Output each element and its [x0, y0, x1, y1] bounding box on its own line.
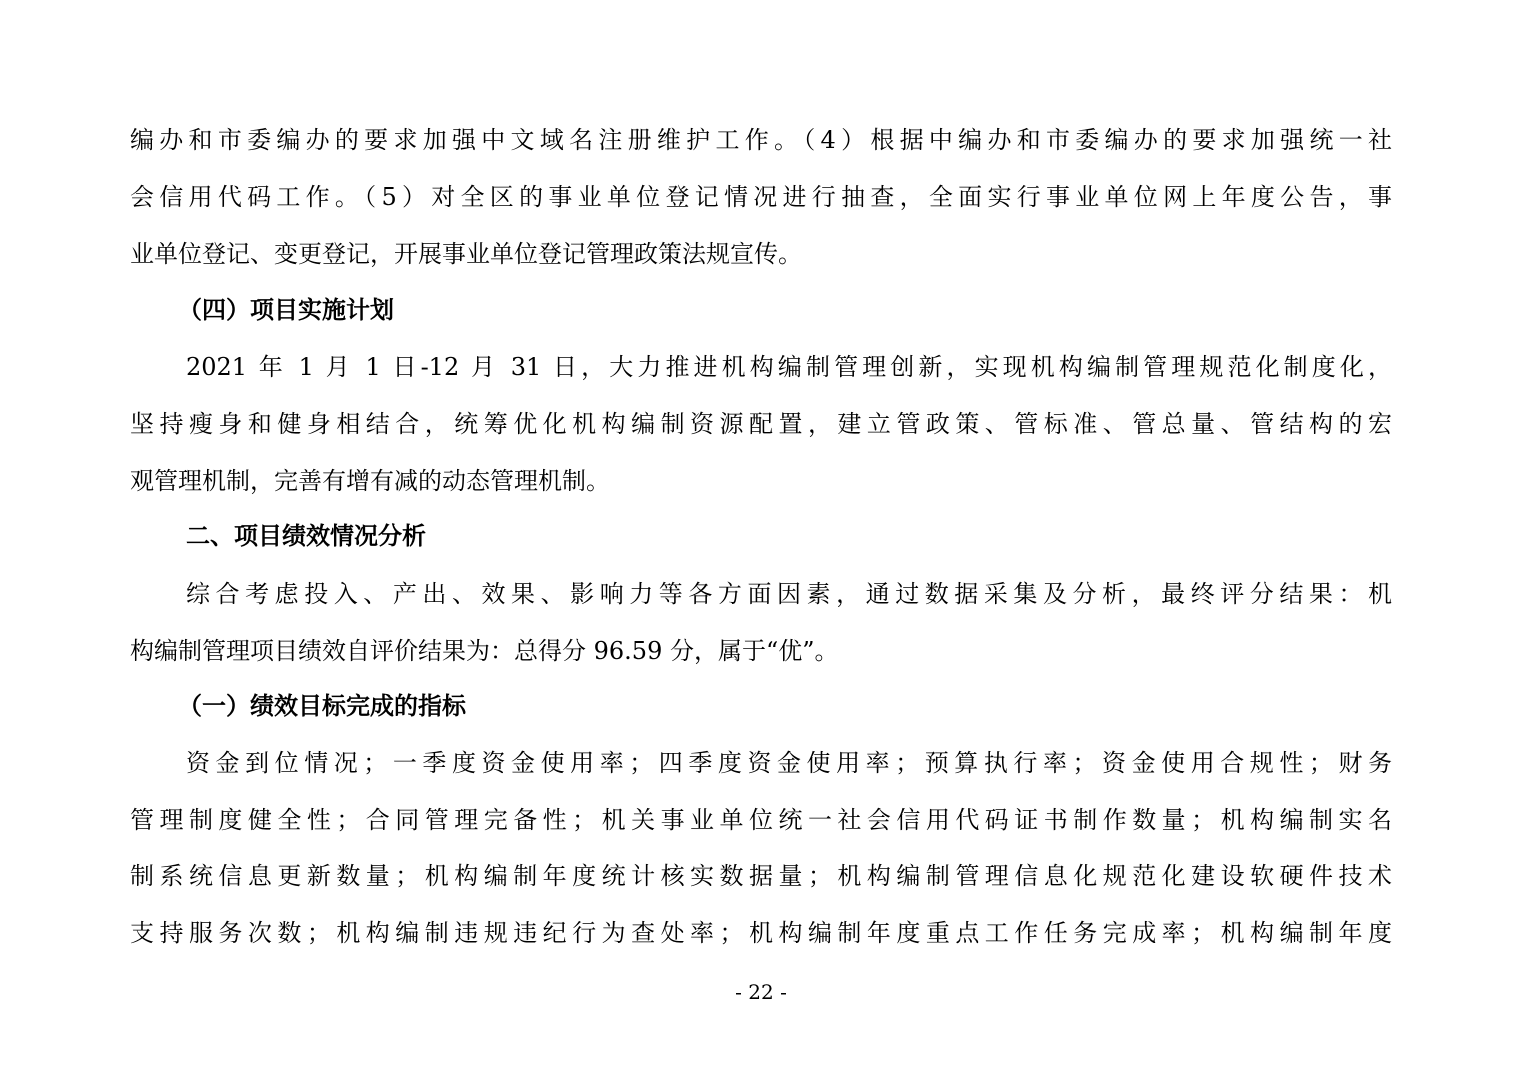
body-line: 制系统信息更新数量；机构编制年度统计核实数据量；机构编制管理信息化规范化建设软硬件技术 [130, 862, 1392, 890]
chapter-heading: 二、项目绩效情况分析 [186, 522, 426, 550]
body-line: 构编制管理项目绩效自评价结果为：总得分 96.59 分，属于“优”。 [130, 637, 839, 665]
body-line: 会信用代码工作。（5）对全区的事业单位登记情况进行抽查，全面实行事业单位网上年度公告，事 [130, 183, 1392, 211]
body-line: 坚持瘦身和健身相结合，统筹优化机构编制资源配置，建立管政策、管标准、管总量、管结构的宏 [130, 410, 1392, 438]
section-heading: （一）绩效目标完成的指标 [178, 692, 466, 720]
body-line: 资金到位情况；一季度资金使用率；四季度资金使用率；预算执行率；资金使用合规性；财务 [186, 749, 1392, 777]
body-line: 综合考虑投入、产出、效果、影响力等各方面因素，通过数据采集及分析，最终评分结果：机 [186, 580, 1392, 608]
body-line: 管理制度健全性；合同管理完备性；机关事业单位统一社会信用代码证书制作数量；机构编制实名 [130, 806, 1392, 834]
body-line: 观管理机制，完善有增有减的动态管理机制。 [130, 467, 610, 495]
body-line: 支持服务次数；机构编制违规违纪行为查处率；机构编制年度重点工作任务完成率；机构编制年度 [130, 919, 1392, 947]
body-line: 编办和市委编办的要求加强中文域名注册维护工作。（4）根据中编办和市委编办的要求加强统一社 [130, 126, 1392, 154]
page-number: - 22 - [735, 980, 787, 1004]
body-line: 业单位登记、变更登记，开展事业单位登记管理政策法规宣传。 [130, 240, 802, 268]
section-heading: （四）项目实施计划 [178, 296, 394, 324]
document-page [130, 0, 1392, 1074]
body-line: 2021 年 1 月 1 日-12 月 31 日，大力推进机构编制管理创新，实现机构编制管理规范化制度化， [186, 353, 1392, 381]
